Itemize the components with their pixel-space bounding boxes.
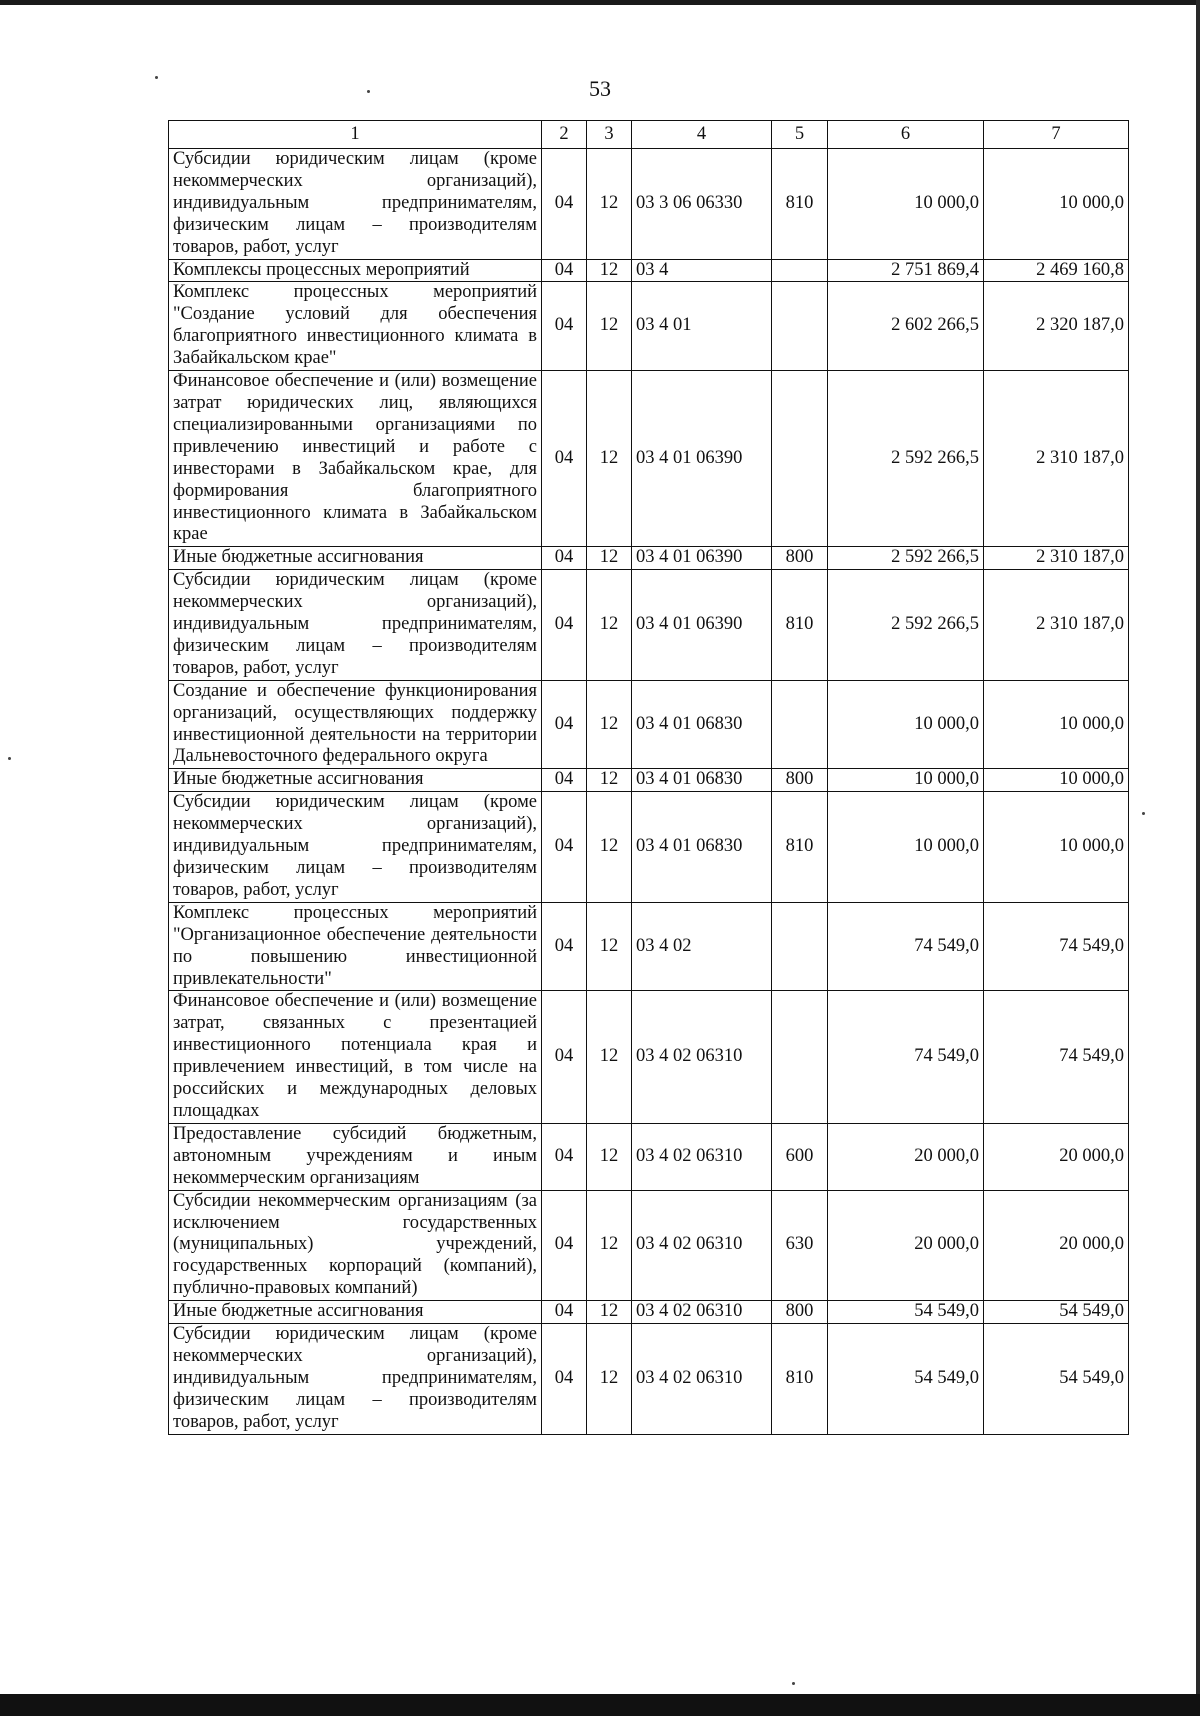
target-article-cell: 03 4 01 06830 (632, 769, 772, 792)
podrazdel-cell: 12 (587, 769, 632, 792)
table-row (169, 1190, 1129, 1301)
row-name-cell: Комплексы процессных мероприятий (169, 259, 542, 282)
target-article-cell: 03 4 01 06390 (632, 570, 772, 681)
scan-edge-top (0, 0, 1200, 5)
razdel-cell: 04 (542, 570, 587, 681)
amount-year1-cell: 74 549,0 (828, 902, 984, 991)
razdel-cell: 04 (542, 547, 587, 570)
target-article-cell: 03 4 02 06310 (632, 1123, 772, 1190)
expense-type-cell (772, 902, 828, 991)
target-article-cell: 03 3 06 06330 (632, 149, 772, 260)
target-article-cell: 03 4 01 06390 (632, 371, 772, 547)
target-article-cell: 03 4 02 06310 (632, 1324, 772, 1435)
podrazdel-cell: 12 (587, 149, 632, 260)
target-article-cell: 03 4 01 06830 (632, 680, 772, 769)
table-row (169, 371, 1129, 547)
podrazdel-cell: 12 (587, 991, 632, 1123)
table-header-row (169, 121, 1129, 149)
table-row (169, 1123, 1129, 1190)
podrazdel-cell: 12 (587, 259, 632, 282)
row-name-cell: Финансовое обеспечение и (или) возмещение затрат, связанных с презентацией инвестиционного потенциала края и привлечением инвестиций, в том числе на российских и международных деловых площадках (169, 991, 542, 1123)
table-row (169, 902, 1129, 991)
podrazdel-cell: 12 (587, 371, 632, 547)
amount-year2-cell: 10 000,0 (984, 680, 1129, 769)
razdel-cell: 04 (542, 282, 587, 371)
amount-year1-cell: 2 751 869,4 (828, 259, 984, 282)
expense-type-cell: 800 (772, 1301, 828, 1324)
row-name-cell: Комплекс процессных мероприятий "Создание условий для обеспечения благоприятного инвестиционного климата в Забайкальском крае" (169, 282, 542, 371)
podrazdel-cell: 12 (587, 792, 632, 903)
row-name-cell: Субсидии юридическим лицам (кроме некоммерческих организаций), индивидуальным предпринимателям, физическим лицам – производителям товаров, работ, услуг (169, 570, 542, 681)
amount-year2-cell: 2 469 160,8 (984, 259, 1129, 282)
col-header: 5 (772, 121, 828, 149)
col-header: 3 (587, 121, 632, 149)
expense-type-cell: 630 (772, 1190, 828, 1301)
razdel-cell: 04 (542, 259, 587, 282)
expense-type-cell: 800 (772, 769, 828, 792)
amount-year2-cell: 2 310 187,0 (984, 371, 1129, 547)
amount-year1-cell: 2 592 266,5 (828, 570, 984, 681)
razdel-cell: 04 (542, 902, 587, 991)
podrazdel-cell: 12 (587, 570, 632, 681)
table-row (169, 259, 1129, 282)
scan-speck (792, 1682, 795, 1685)
expense-type-cell (772, 991, 828, 1123)
amount-year2-cell: 20 000,0 (984, 1190, 1129, 1301)
amount-year2-cell: 10 000,0 (984, 149, 1129, 260)
razdel-cell: 04 (542, 1123, 587, 1190)
amount-year1-cell: 2 592 266,5 (828, 371, 984, 547)
table-row (169, 1324, 1129, 1435)
table-row (169, 680, 1129, 769)
razdel-cell: 04 (542, 680, 587, 769)
amount-year1-cell: 10 000,0 (828, 769, 984, 792)
target-article-cell: 03 4 01 06390 (632, 547, 772, 570)
podrazdel-cell: 12 (587, 1190, 632, 1301)
table-row (169, 570, 1129, 681)
target-article-cell: 03 4 01 (632, 282, 772, 371)
row-name-cell: Финансовое обеспечение и (или) возмещение затрат юридических лиц, являющихся специализированными организациями по привлечению инвестиций и работе с инвесторами в Забайкальском крае, для формирования благоприятного инвестиционного климата в Забайкальском крае (169, 371, 542, 547)
expense-type-cell: 800 (772, 547, 828, 570)
target-article-cell: 03 4 02 06310 (632, 1301, 772, 1324)
expense-type-cell (772, 371, 828, 547)
amount-year1-cell: 20 000,0 (828, 1190, 984, 1301)
expense-type-cell (772, 282, 828, 371)
amount-year2-cell: 74 549,0 (984, 902, 1129, 991)
podrazdel-cell: 12 (587, 282, 632, 371)
amount-year1-cell: 10 000,0 (828, 792, 984, 903)
table-row (169, 792, 1129, 903)
row-name-cell: Субсидии юридическим лицам (кроме некоммерческих организаций), индивидуальным предпринимателям, физическим лицам – производителям товаров, работ, услуг (169, 149, 542, 260)
budget-table (168, 120, 1129, 1435)
expense-type-cell: 810 (772, 1324, 828, 1435)
amount-year1-cell: 74 549,0 (828, 991, 984, 1123)
row-name-cell: Предоставление субсидий бюджетным, автономным учреждениям и иным некоммерческим организациям (169, 1123, 542, 1190)
table-row (169, 769, 1129, 792)
table-row (169, 149, 1129, 260)
amount-year1-cell: 2 592 266,5 (828, 547, 984, 570)
target-article-cell: 03 4 02 (632, 902, 772, 991)
expense-type-cell: 810 (772, 570, 828, 681)
amount-year1-cell: 2 602 266,5 (828, 282, 984, 371)
podrazdel-cell: 12 (587, 547, 632, 570)
expense-type-cell: 600 (772, 1123, 828, 1190)
amount-year1-cell: 10 000,0 (828, 149, 984, 260)
row-name-cell: Комплекс процессных мероприятий "Организационное обеспечение деятельности по повышению инвестиционной привлекательности" (169, 902, 542, 991)
amount-year2-cell: 2 310 187,0 (984, 547, 1129, 570)
scan-speck (8, 757, 11, 760)
amount-year1-cell: 54 549,0 (828, 1301, 984, 1324)
amount-year2-cell: 54 549,0 (984, 1301, 1129, 1324)
table-row (169, 282, 1129, 371)
amount-year1-cell: 10 000,0 (828, 680, 984, 769)
page-number: 53 (589, 76, 611, 101)
row-name-cell: Субсидии некоммерческим организациям (за исключением государственных (муниципальных) учреждений, государственных корпораций (компаний), публично-правовых компаний) (169, 1190, 542, 1301)
razdel-cell: 04 (542, 1324, 587, 1435)
amount-year2-cell: 2 320 187,0 (984, 282, 1129, 371)
podrazdel-cell: 12 (587, 680, 632, 769)
scan-edge-bottom (0, 1694, 1200, 1716)
amount-year2-cell: 10 000,0 (984, 792, 1129, 903)
row-name-cell: Создание и обеспечение функционирования организаций, осуществляющих поддержку инвестиционной деятельности на территории Дальневосточного федерального округа (169, 680, 542, 769)
target-article-cell: 03 4 (632, 259, 772, 282)
amount-year2-cell: 54 549,0 (984, 1324, 1129, 1435)
row-name-cell: Иные бюджетные ассигнования (169, 769, 542, 792)
expense-type-cell: 810 (772, 792, 828, 903)
amount-year2-cell: 10 000,0 (984, 769, 1129, 792)
razdel-cell: 04 (542, 991, 587, 1123)
podrazdel-cell: 12 (587, 1324, 632, 1435)
row-name-cell: Субсидии юридическим лицам (кроме некоммерческих организаций), индивидуальным предпринимателям, физическим лицам – производителям товаров, работ, услуг (169, 792, 542, 903)
row-name-cell: Субсидии юридическим лицам (кроме некоммерческих организаций), индивидуальным предпринимателям, физическим лицам – производителям товаров, работ, услуг (169, 1324, 542, 1435)
amount-year1-cell: 54 549,0 (828, 1324, 984, 1435)
amount-year2-cell: 74 549,0 (984, 991, 1129, 1123)
razdel-cell: 04 (542, 371, 587, 547)
razdel-cell: 04 (542, 149, 587, 260)
row-name-cell: Иные бюджетные ассигнования (169, 1301, 542, 1324)
row-name-cell: Иные бюджетные ассигнования (169, 547, 542, 570)
podrazdel-cell: 12 (587, 902, 632, 991)
scan-speck (1142, 812, 1145, 815)
amount-year2-cell: 2 310 187,0 (984, 570, 1129, 681)
col-header: 6 (828, 121, 984, 149)
table-row (169, 547, 1129, 570)
col-header: 2 (542, 121, 587, 149)
razdel-cell: 04 (542, 792, 587, 903)
podrazdel-cell: 12 (587, 1123, 632, 1190)
expense-type-cell (772, 259, 828, 282)
expense-type-cell: 810 (772, 149, 828, 260)
amount-year2-cell: 20 000,0 (984, 1123, 1129, 1190)
table-row (169, 991, 1129, 1123)
col-header: 7 (984, 121, 1129, 149)
target-article-cell: 03 4 02 06310 (632, 1190, 772, 1301)
col-header: 4 (632, 121, 772, 149)
target-article-cell: 03 4 02 06310 (632, 991, 772, 1123)
table-row (169, 1301, 1129, 1324)
table-body (169, 149, 1129, 1435)
podrazdel-cell: 12 (587, 1301, 632, 1324)
razdel-cell: 04 (542, 769, 587, 792)
scan-edge-right (1196, 0, 1200, 1716)
col-header: 1 (169, 121, 542, 149)
razdel-cell: 04 (542, 1190, 587, 1301)
razdel-cell: 04 (542, 1301, 587, 1324)
target-article-cell: 03 4 01 06830 (632, 792, 772, 903)
expense-type-cell (772, 680, 828, 769)
amount-year1-cell: 20 000,0 (828, 1123, 984, 1190)
